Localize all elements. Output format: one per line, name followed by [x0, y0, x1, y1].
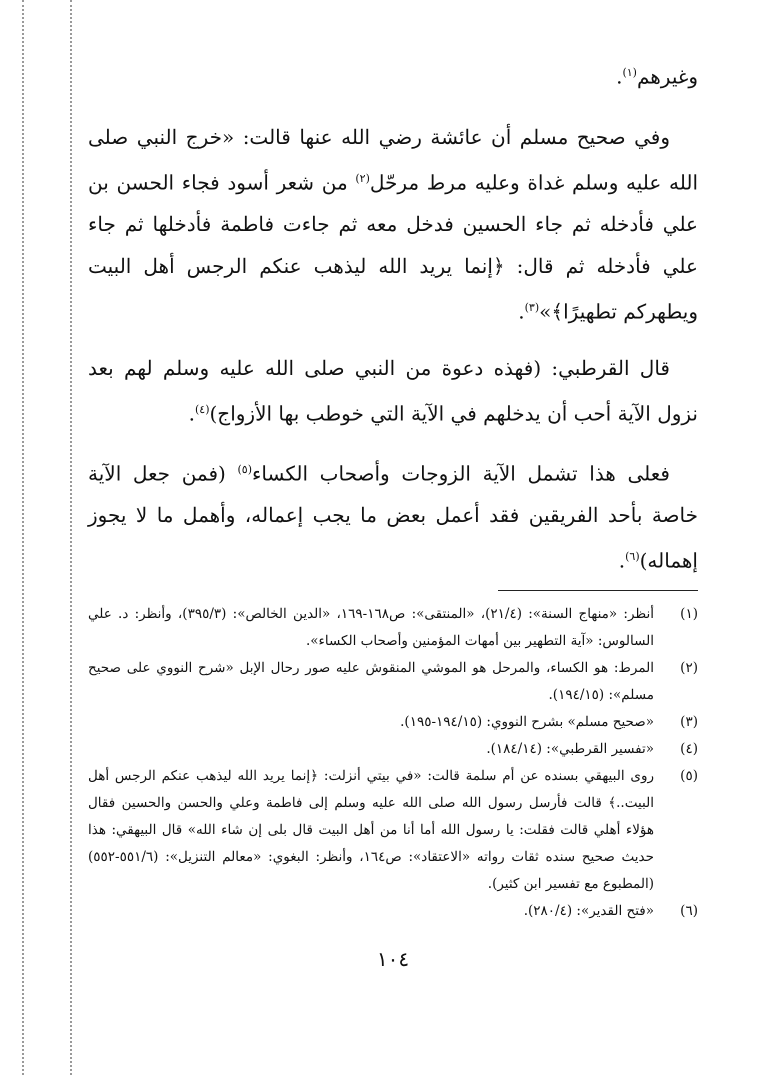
footnote-ref-6: (٦) — [625, 550, 640, 564]
footnote-item — [88, 601, 698, 655]
footnote-text: «تفسير القرطبي»: (١٨٤/١٤). — [486, 740, 654, 757]
footnote-number: (٢) — [680, 659, 698, 676]
paragraph-4-text-a: فعلى هذا تشمل الآية الزوجات وأصحاب الكساء — [252, 461, 670, 486]
page-number: ١٠٤ — [376, 946, 410, 971]
paragraph-4-text-b: (فمن جعل الآية خاصة بأحد الفريقين فقد أعمل بعض ما يجب إعماله، وأهمل ما لا يجوز إهماله) — [88, 461, 698, 573]
footnote-text: أنظر: «منهاج السنة»: (٢١/٤)، «المنتقى»: ص١٦٨-١٦٩، «الدين الخالص»: (٣٩٥/٣)، وأنظر: د. علي السالوس: «آية التطهير بين أمهات المؤمنين وأصحاب الكساء». — [88, 605, 654, 649]
footnote-item — [88, 709, 698, 736]
footnote-ref-4: (٤) — [194, 402, 210, 416]
footnote-number: (٥) — [680, 767, 698, 784]
footnote-item — [88, 898, 698, 925]
footnote-number: (٣) — [680, 713, 698, 730]
paragraph-3: قال القرطبي: (فهذه دعوة من النبي صلى الله عليه وسلم لهم بعد نزول الآية أحب أن يدخلهم في الآية التي خوطب بها الأزواج)$^{(٤)}$. — [88, 355, 698, 426]
paragraph-2-text-a: وفي صحيح مسلم أن عائشة رضي الله عنها قالت: «خرج النبي صلى الله عليه وسلم غداة وعليه مرط مرحّل — [88, 124, 698, 195]
footnote-number: (١) — [680, 605, 698, 622]
footnote-number: (٤) — [680, 740, 698, 757]
paragraph-2: وفي صحيح مسلم أن عائشة رضي الله عنها قالت: «خرج النبي صلى الله عليه وسلم غداة وعليه مرط مرحّل$^{(٢)}$ من شعر أسود فجاء الحسن بن علي فأدخله ثم جاء الحسين فدخل معه ثم جاءت فاطمة فأدخلها ثم جاء علي فأدخله ثم قال: ﴿إنما يريد الله ليذهب عنكم الرجس أهل البيت ويطهركم تطهيرًا﴾»$^{(٣)}$. — [88, 124, 698, 324]
footnote-item — [88, 655, 698, 709]
footnote-item — [88, 763, 698, 898]
footnote-separator — [498, 590, 698, 591]
footnote-ref-3: (٣) — [524, 301, 540, 315]
footnote-number: (٦) — [680, 902, 698, 919]
footnote-text: روى البيهقي بسنده عن أم سلمة قالت: «في بيتي أنزلت: ﴿إنما يريد الله ليذهب عنكم الرجس أهل البيت..﴾ قالت فأرسل رسول الله صلى الله عليه وسلم إلى فاطمة وعلي والحسن والحسين فقال هؤلاء أهلي قالت فقلت: يا رسول الله أما أنا من أهل البيت قال بلى إن شاء الله» قال البيهقي: هذا حديث صحيح سنده ثقات رواته «الاعتقاد»: ص١٦٤، وأنظر: البغوي: «معالم التنزيل»: (٥٥١/٦-٥٥٢) (المطبوع مع تفسير ابن كثير). — [88, 767, 654, 892]
footnote-ref-2: (٢) — [355, 171, 370, 185]
inner-margin-dotted-line — [70, 0, 72, 1075]
footnote-ref-5: (٥) — [237, 462, 252, 476]
paragraph-2-text-b: من شعر أسود فجاء الحسن بن علي فأدخله ثم جاء الحسين فدخل معه ثم جاءت فاطمة فأدخلها ثم جاء علي فأدخله ثم قال: ﴿إنما يريد الله ليذهب عنكم الرجس أهل البيت ويطهركم تطهيرًا﴾» — [88, 170, 698, 324]
footnotes — [88, 601, 698, 925]
paragraph-3-text: قال القرطبي: (فهذه دعوة من النبي صلى الله عليه وسلم لهم بعد نزول الآية أحب أن يدخلهم في الآية التي خوطب بها الأزواج) — [88, 355, 698, 426]
footnote-text: المرط: هو الكساء، والمرحل هو الموشي المنقوش عليه صور رحال الإبل «شرح النووي على صحيح مسلم»: (١٩٤/١٥). — [88, 659, 654, 703]
left-margin-dotted-line — [22, 0, 24, 1075]
paragraph-1-text: وغيرهم — [636, 64, 698, 89]
footnote-ref-1: (١) — [622, 66, 637, 79]
footnote-item — [88, 736, 698, 763]
paragraph-1: وغيرهم$^{(١)}$. — [616, 64, 698, 89]
book-page — [88, 52, 698, 971]
paragraph-4: فعلى هذا تشمل الآية الزوجات وأصحاب الكساء$^{(٥)}$ (فمن جعل الآية خاصة بأحد الفريقين فقد أعمل بعض ما يجب إعماله، وأهمل ما لا يجوز إهماله)$^{(٦)}$. — [88, 461, 698, 573]
footnote-text: «فتح القدير»: (٢٨٠/٤). — [523, 902, 654, 919]
footnote-text: «صحيح مسلم» بشرح النووي: (١٩٤/١٥-١٩٥). — [400, 713, 654, 730]
